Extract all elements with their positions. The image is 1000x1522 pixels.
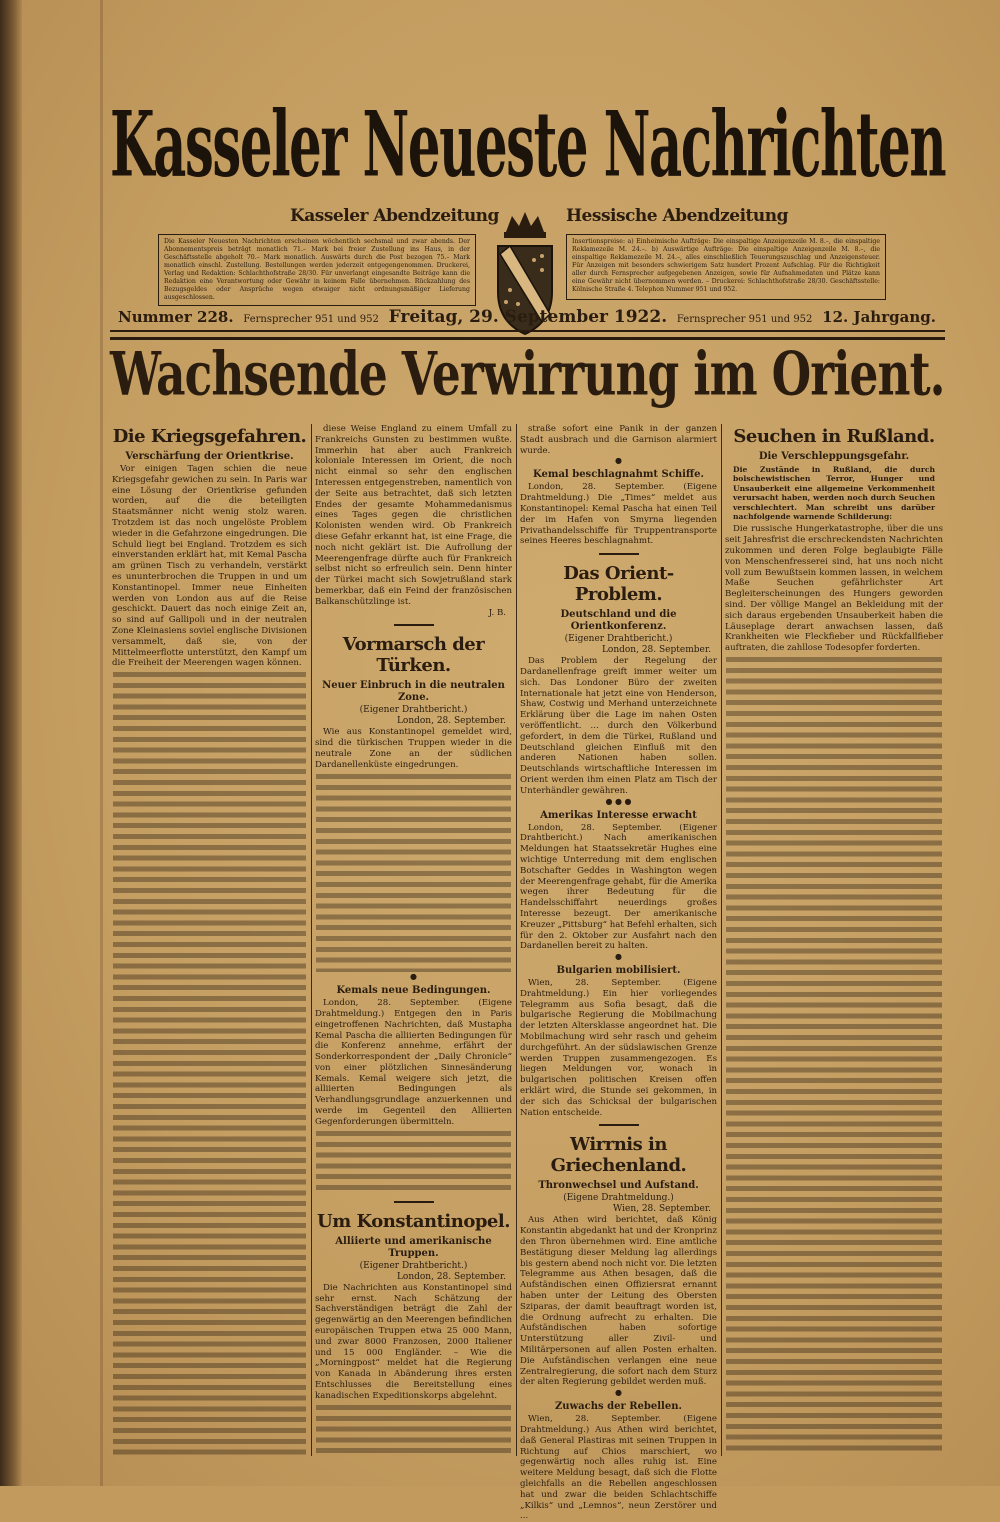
masthead-subtitle-left: Kasseler Abendzeitung [290, 206, 499, 226]
masthead-subtitle-right: Hessische Abendzeitung [566, 206, 789, 226]
article-body: straße sofort eine Panik in der ganzen Stadt ausbrach und die Garnison alarmiert wurde. [520, 424, 717, 456]
article-body: London, 28. September. (Eigene Drahtmeldung.) Die „Times“ meldet aus Konstantinopel: Kemal Pascha hat einen Teil der im Hafen von Smyrna liegenden Privathandelsschiffe für Truppentransporte seines Heeres beschlagnahmt. [520, 482, 717, 547]
article-subtitle: Thronwechsel und Aufstand. [538, 1180, 699, 1192]
article-title: Kemal beschlagnahmt Schiffe. [533, 469, 704, 481]
separator-dot: ● [615, 1388, 622, 1398]
column-separator [516, 424, 517, 1456]
main-headline-wrap [110, 338, 945, 410]
article-title: Das Orient-Problem. [563, 563, 674, 606]
article-title: Um Konstantinopel. [317, 1210, 510, 1232]
article-title: Seuchen in Rußland. [733, 426, 935, 447]
phone-left: Fernsprecher 951 und 952 [243, 314, 379, 325]
article-body-continued [316, 771, 511, 973]
article-body-continued [316, 1402, 511, 1456]
article-body: Vor einigen Tagen schien die neue Kriegsgefahr gewichen zu sein. In Paris war eine Lösung der Orientkrise gefunden worden, auf die die beteiligten Staatsmänner nicht wenig stolz waren. Trotzdem ist das noch ungelöste Problem wieder in die Gefahrzone eingedrungen. Die Schuld liegt bei England. Trotzdem es sich einverstanden erklärt hat, mit Kemal Pascha am grünen Tisch zu verhandeln, verstärkt es ununterbrochen die Truppen in und um Konstantinopel. Immer neue Einheiten werden von London aus auf die Reise geschickt. Dauert das noch einige Zeit an, so sind auf Gallipoli und in der neutralen Zone Kleinasiens soviel englische Divisionen versammelt, daß sie, von der Mittelmeerflotte unterstützt, den Kampf um die Freiheit der Meerengen wagen können. [112, 464, 307, 669]
separator-dot: ● [615, 952, 622, 962]
article-body: London, 28. September. (Eigener Drahtbericht.) Nach amerikanischen Meldungen hat Staatssekretär Hughes eine wichtige Unterredung mit dem englischen Botschafter Geddes in Washington wegen der Meerengenfrage gehabt, für die Amerika wegen ihrer Bedeutung für die Handelsschiffahrt neuerdings großes Interesse bezeugt. Der amerikanische Kreuzer „Pittsburg“ hat Befehl erhalten, sich für den 2. Oktober zur Ausfahrt nach den Dardanellen bereit zu halten. [520, 822, 717, 952]
page-fold [100, 0, 103, 1486]
volume: 12. Jahrgang. [822, 308, 936, 326]
masthead [110, 92, 946, 198]
article-body-continued [113, 669, 306, 1456]
source: (Eigene Drahtmeldung.) [563, 1193, 674, 1204]
article-body: diese Weise England zu einem Umfall zu Frankreichs Gunsten zu bestimmen wußte. Immerhin hat aber auch Frankreich koloniale Interessen im Orient, die noch nicht einmal so sehr den englischen Interessen entgegenstreben, namentlich von der Seite aus betrachtet, daß sich letzten Endes der gesamte Mohammedanismus eines Tages gegen die christlichen Kolonisten wenden wird. Ob Frankreich diese Gefahr erkannt hat, ist eine Frage, die noch nicht geklärt ist. Die Aufrollung der Meerengenfrage dürfte auch für Frankreich selbst nicht so erfreulich sein. Denn hinter der Türkei macht sich Sowjetrußland stark bemerkbar, daß ein Feind der französischen Balkanschützlinge ist. [315, 424, 512, 607]
article-title: Amerikas Interesse erwacht [540, 809, 697, 821]
column-3 [520, 424, 717, 1522]
article-subtitle: Verschärfung der Orientkrise. [125, 451, 294, 462]
divider [599, 1124, 639, 1126]
separator-dot: ● [615, 456, 622, 466]
article-subtitle: Alliierte und amerikanische Truppen. [335, 1235, 492, 1259]
issue-number: Nummer 228. [118, 308, 234, 326]
article-body: Aus Athen wird berichtet, daß König Konstantin abgedankt hat und der Kronprinz den Thron übernehmen wird. Eine amtliche Bestätigung dieser Meldung lag allerdings bis gestern abend noch nicht vor. Die letzten Telegramme aus Athen besagen, daß die Aufständischen einen Offiziersrat ernannt haben unter der Leitung des Obersten Sziparas, der damit beauftragt worden ist, die Ordnung aufrecht zu erhalten. Die Aufständischen haben sofortige Unterstützung aller Zivil- und Militärpersonen auf allen Posten erhalten. Die Aufständischen verlangen eine neue Zentralregierung, die sofort nach dem Sturz der alten Regierung gebildet werden muß. [520, 1215, 717, 1388]
article-title: Kemals neue Bedingungen. [336, 985, 491, 997]
dateline: London, 28. September. [396, 716, 506, 727]
dateline: London, 28. September. [601, 645, 711, 656]
issue-date: Freitag, 29. September 1922. [388, 307, 668, 327]
article-intro: Die Zustände in Rußland, die durch bolschewistischen Terror, Hunger und Unsauberkeit eine allgemeine Verkommenheit verursacht haben, werden noch durch Seuchen verschlechtert. Man schreibt uns darüber nachfolgende warnende Schilderung: [733, 465, 935, 522]
article-title: Bulgarien mobilisiert. [556, 965, 681, 977]
separator-dot: ● [410, 972, 417, 982]
divider [394, 1201, 434, 1203]
main-headline: Wachsende Verwirrung im Orient. [110, 338, 945, 409]
column-2 [315, 424, 512, 1456]
article-subtitle: Deutschland und die Orientkonferenz. [560, 609, 677, 633]
separator-dots: ● ● ● [605, 796, 632, 806]
article-title: Zuwachs der Rebellen. [555, 1401, 682, 1413]
dateline: Wien, 28. September. [613, 1204, 711, 1215]
article-body: Die russische Hungerkatastrophe, über die uns seit Jahresfrist die erschreckendsten Nachrichten zukommen und deren Folge beglaubigte Fälle von Menschenfresserei sind, hat uns noch nicht voll zum Bewußtsein kommen lassen, in welchem Maße Seuchen gefährlichster Art Begleiterscheinungen des Hungers geworden sind. Der völlige Mangel an Bekleidung mit der sich daraus ergebenden Unsauberkeit haben die Läuseplage derart anwachsen lassen, daß Krankheiten wie Fleckfieber und Rückfallfieber auftraten, die zahllose Todesopfer forderten. [725, 524, 943, 654]
article-body: Die Nachrichten aus Konstantinopel sind sehr ernst. Nach Schätzung der Sachverständigen beträgt die Zahl der gegenwärtig an den Meerengen befindlichen europäischen Truppen etwa 25 000 Mann, und zwar 8000 Franzosen, 2000 Italiener und 15 000 Engländer. – Wie die „Morningpost“ meldet hat die Regierung von Kanada in Abänderung ihres ersten Entschlusses die Bereitstellung eines kanadischen Expeditionskorps abgelehnt. [315, 1282, 512, 1401]
divider [599, 553, 639, 555]
signature: J. B. [488, 607, 506, 618]
article-subtitle: Neuer Einbruch in die neutralen Zone. [322, 680, 505, 704]
source: (Eigener Drahtbericht.) [359, 705, 468, 716]
article-body-continued [726, 654, 942, 1456]
article-body: Das Problem der Regelung der Dardanellenfrage greift immer weiter um sich. Das Londoner Büro der zweiten Internationale hat jetzt eine von Henderson, Shaw, Costwig und Merhand unterzeichnete Erklärung über die Lage im nahen Osten veröffentlicht. … durch den Völkerbund gefordert, in dem die Türkei, Rußland und Deutschland gleichen Einfluß mit den anderen Nationen haben sollen. Deutschlands wirtschaftliche Interessen im Orient werden ihm einen Platz am Tisch der Unterhändler gewähren. [520, 656, 717, 796]
article-title: Vormarsch der Türken. [342, 634, 485, 677]
article-title: Die Kriegsgefahren. [112, 426, 307, 447]
source: (Eigener Drahtbericht.) [564, 634, 673, 645]
phone-right: Fernsprecher 951 und 952 [676, 314, 813, 325]
article-body: Wien, 28. September. (Eigene Drahtmeldung.) Ein hier vorliegendes Telegramm aus Sofia besagt, daß die bulgarische Regierung die Mobilmachung der letzten Altersklasse angeordnet hat. Die Mobilmachung wird sehr rasch und geheim durchgeführt. An der südslawischen Grenze werden Truppen zusammengezogen. Es liegen Meldungen vor, wonach in bulgarischen politischen Kreisen offen erklärt wird, die Stunde sei gekommen, in der sich das Schicksal der bulgarischen Nation entscheide. [520, 978, 717, 1118]
column-1 [112, 424, 307, 1456]
article-body: London, 28. September. (Eigene Drahtmeldung.) Entgegen den in Paris eingetroffenen Nachrichten, daß Mustapha Kemal Pascha die alliierten Bedingungen für die Konferenz annehme, erfährt der Sonderkorrespondent der „Daily Chronicle“ von einer plötzlichen Sinnesänderung Kemals. Kemal weigere sich jetzt, die alliierten Bedingungen als Verhandlungsgrundlage anzuerkennen und werde im Gegenteil den Alliierten Gegenforderungen übermitteln. [315, 998, 512, 1127]
dateline: London, 28. September. [396, 1271, 506, 1282]
subscription-info-box: Die Kasseler Neuesten Nachrichten erscheinen wöchentlich sechsmal und zwar abends. Der Abonnementspreis beträgt monatlich 71.– Mark bei freier Zustellung ins Haus, in der Geschäftsstelle abgeholt 70.– Mark monatlich. Auswärts durch die Post bezogen 75.– Mark monatlich einschl. Zustellung. Bestellungen werden jederzeit entgegengenommen. Druckerei, Verlag und Redaktion: Schlachthofstraße 28/30. Für unverlangt eingesandte Beiträge kann die Redaktion eine Verantwortung oder Gewähr in keinem Falle übernehmen. Rückzahlung des Bezugsgeldes oder Ansprüche wegen etwaiger nicht ordnungsmäßiger Lieferung ausgeschlossen. [158, 234, 476, 306]
masthead-title: Kasseler Neueste Nachrichten [110, 92, 946, 198]
article-body-continued [316, 1128, 511, 1195]
advertising-rates-box: Insertionspreise: a) Einheimische Aufträge: Die einspaltige Anzeigenzeile M. 8.–, die einspaltige Reklamezeile M. 24.–. b) Auswärtige Aufträge: Die einspaltige Anzeigenzeile M. 8.–, die einspaltige Reklamezeile M. 24.–, alles einschließlich Teuerungszuschlag und Anzeigensteuer. Für Anzeigen mit besonders schwierigem Satz hundert Prozent Aufschlag. Für die Richtigkeit aller durch Fernsprecher aufgegebenen Anzeigen, sowie für Aufnahmedaten und Plätze kann eine Gewähr nicht übernommen werden. – Druckerei: Schlachthofstraße 28/30. Geschäftsstelle: Kölnische Straße 4. Telephon Nummer 951 und 952. [566, 234, 886, 300]
article-body: Wie aus Konstantinopel gemeldet wird, sind die türkischen Truppen wieder in die neutrale Zone an der südlichen Dardanellenküste eingedrungen. [315, 727, 512, 770]
page-edge [0, 0, 22, 1486]
article-body: Wien, 28. September. (Eigene Drahtmeldung.) Aus Athen wird berichtet, daß General Plastiras mit seinen Truppen in Richtung auf Chios marschiert, wo gegenwärtig noch alles ruhig ist. Eine weitere Meldung besagt, daß sich die Flotte gleichfalls an die Rebellen angeschlossen hat und zwar die beiden Schlachtschiffe „Kilkis“ und „Lemnos“, neun Zerstörer und ... [520, 1414, 717, 1522]
column-4 [725, 424, 943, 1456]
column-separator [311, 424, 312, 1456]
column-separator [721, 424, 722, 1456]
issue-info-row [118, 308, 936, 329]
divider [394, 624, 434, 626]
article-subtitle: Die Verschleppungsgefahr. [758, 451, 910, 462]
article-title: Wirrnis in Griechenland. [550, 1134, 687, 1177]
source: (Eigener Drahtbericht.) [359, 1260, 468, 1271]
